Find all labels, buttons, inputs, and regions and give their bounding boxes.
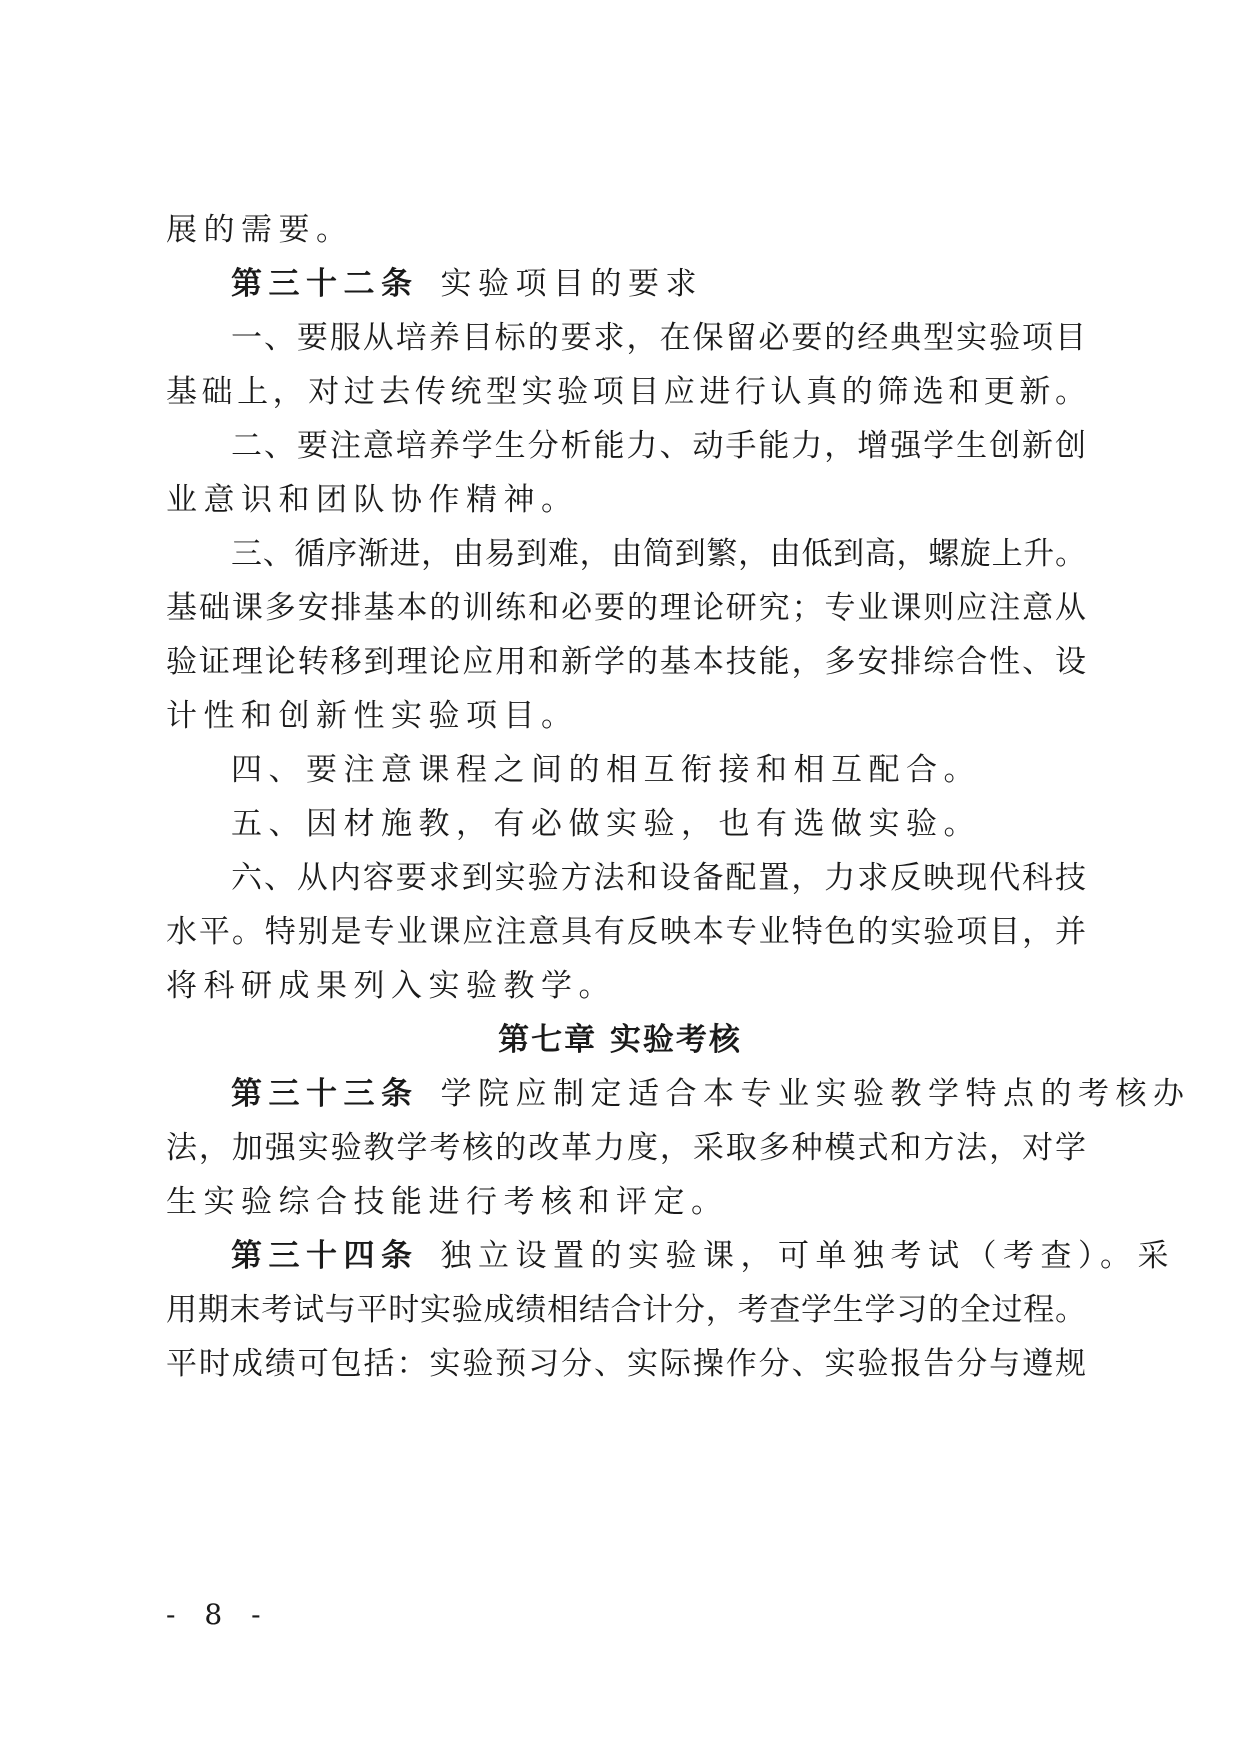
text-line: 用期末考试与平时实验成绩相结合计分，考查学生学习的全过程。 bbox=[166, 1292, 1086, 1328]
page-number: - 8 - bbox=[166, 1598, 271, 1631]
article-title-text: 实验项目的要求 bbox=[440, 266, 703, 302]
article-text: 独立设置的实验课，可单独考试（考查）。采 bbox=[440, 1238, 1175, 1274]
text-line: 六、从内容要求到实验方法和设备配置，力求反映现代科技 bbox=[231, 860, 1086, 896]
text-line: 验证理论转移到理论应用和新学的基本技能，多安排综合性、设 bbox=[166, 644, 1086, 680]
text-line: 计性和创新性实验项目。 bbox=[166, 698, 579, 734]
text-line: 水平。特别是专业课应注意具有反映本专业特色的实验项目，并 bbox=[166, 914, 1086, 950]
text-line: 展的需要。 bbox=[166, 212, 354, 248]
text-line: 法，加强实验教学考核的改革力度，采取多种模式和方法，对学 bbox=[166, 1130, 1086, 1166]
text-line: 一、要服从培养目标的要求，在保留必要的经典型实验项目 bbox=[231, 320, 1086, 356]
text-line: 业意识和团队协作精神。 bbox=[166, 482, 579, 518]
article-text: 学院应制定适合本专业实验教学特点的考核办 bbox=[440, 1076, 1191, 1112]
article-number: 第三十二条 bbox=[231, 266, 419, 302]
article-number: 第三十三条 bbox=[231, 1076, 419, 1112]
article-34-first-line bbox=[231, 1236, 1175, 1276]
text-line: 四、要注意课程之间的相互衔接和相互配合。 bbox=[231, 752, 981, 788]
article-33-first-line bbox=[231, 1074, 1191, 1114]
text-line: 基础上，对过去传统型实验项目应进行认真的筛选和更新。 bbox=[166, 374, 1086, 410]
article-32-title bbox=[231, 264, 1086, 304]
text-line: 平时成绩可包括：实验预习分、实际操作分、实验报告分与遵规 bbox=[166, 1346, 1086, 1382]
text-line: 三、循序渐进，由易到难，由简到繁，由低到高，螺旋上升。 bbox=[231, 536, 1086, 572]
text-line: 二、要注意培养学生分析能力、动手能力，增强学生创新创 bbox=[231, 428, 1086, 464]
text-line: 基础课多安排基本的训练和必要的理论研究；专业课则应注意从 bbox=[166, 590, 1086, 626]
text-line: 生实验综合技能进行考核和评定。 bbox=[166, 1184, 729, 1220]
text-line: 将科研成果列入实验教学。 bbox=[166, 968, 616, 1004]
article-number: 第三十四条 bbox=[231, 1238, 419, 1274]
text-line: 五、因材施教，有必做实验，也有选做实验。 bbox=[231, 806, 981, 842]
chapter-heading: 第七章 实验考核 bbox=[498, 1022, 742, 1058]
